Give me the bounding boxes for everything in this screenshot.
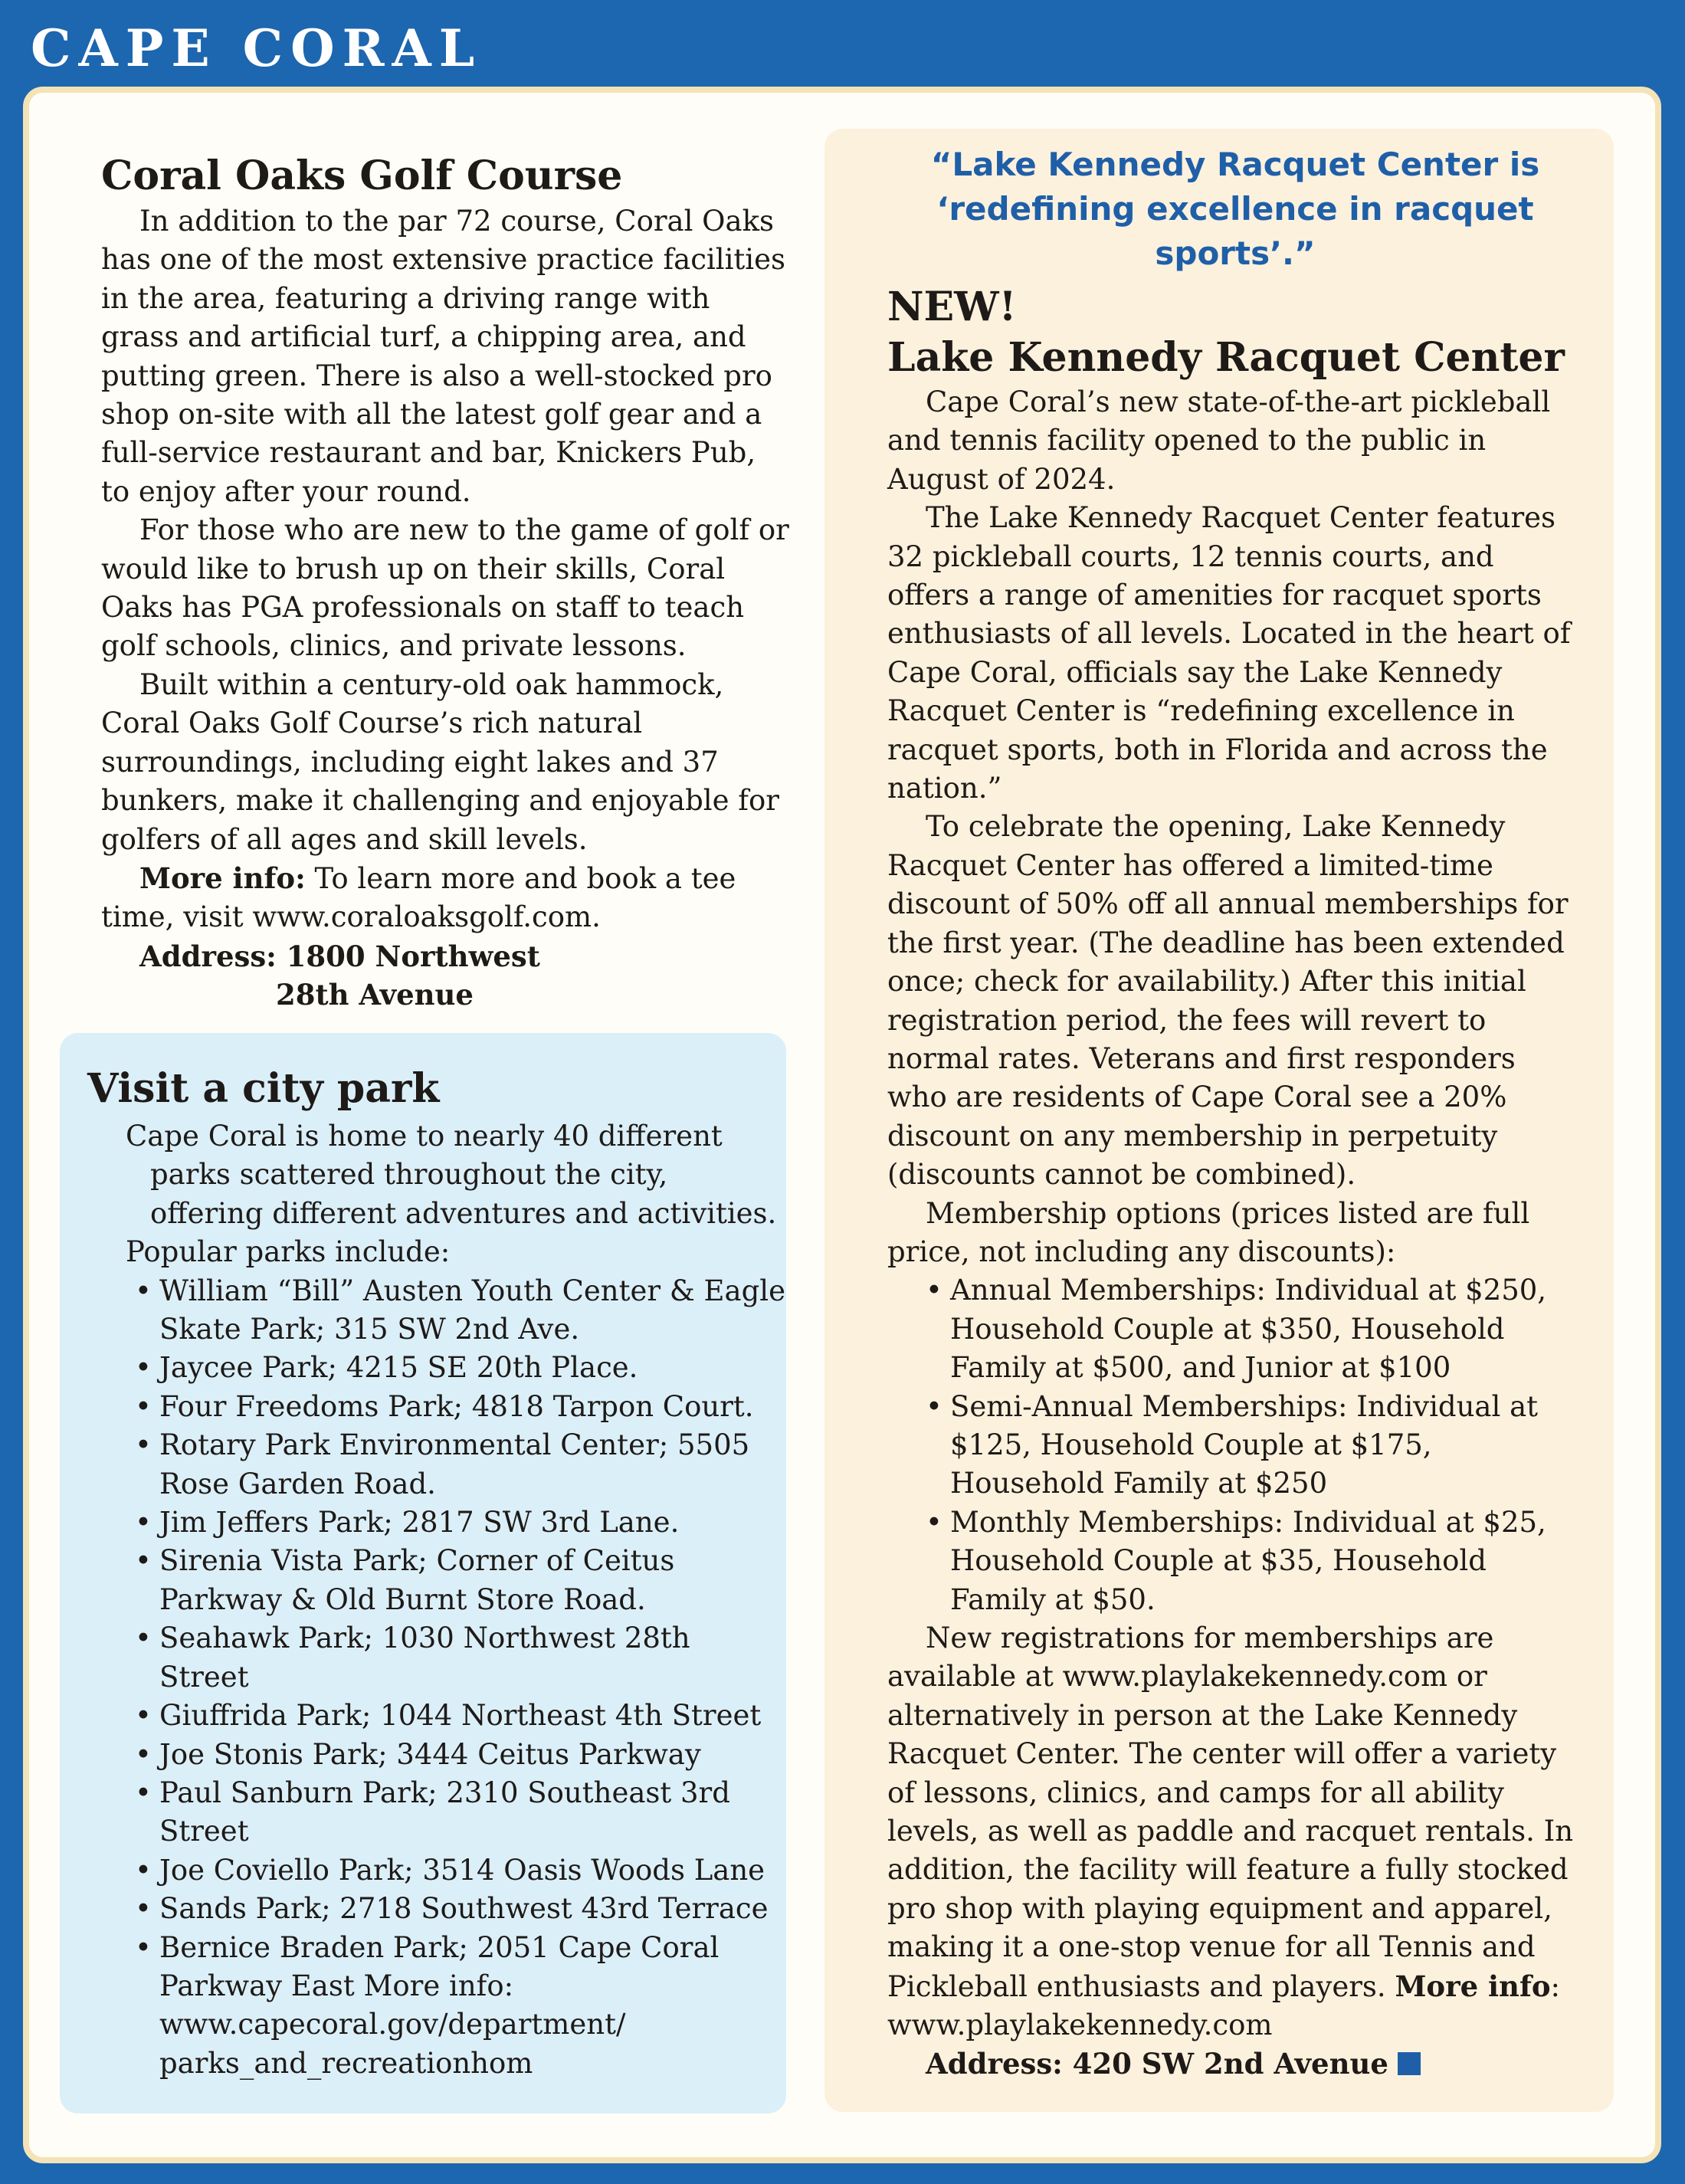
membership-item [926,1271,1583,1387]
golf-address-line1: Address: 1800 Northwest [139,939,540,973]
golf-more-info-text: To learn more and book a tee time, visit www.coraloaksgolf.com. [101,861,736,934]
bullet-icon: • [135,1274,152,1307]
racquet-more-info-suffix: : www.playlakekennedy.com [887,1969,1561,2042]
park-item [135,1851,786,1890]
bullet-icon: • [135,1776,152,1809]
racquet-closing-text: New registrations for memberships are available at www.playlakekennedy.com or alternatively in person at the Lake Kennedy Racquet Center. The center will offer a variety of lessons, clinics, and camps for all ability levels, as well as paddle and racquet rentals. In addition, the facility will feature a fully stocked pro shop with playing equipment and apparel, making it a one-stop venue for all Tennis and Pickleball enthusiasts and players. [887,1622,1574,2003]
racquet-closing [887,1619,1583,2045]
golf-section [101,150,791,1015]
golf-title: Coral Oaks Golf Course [101,152,623,199]
park-item-text: Jim Jeffers Park; 2817 SW 3rd Lane. [159,1506,680,1540]
racquet-paragraph: Cape Coral’s new state-of-the-art pickleball and tennis facility opened to the public in August of 2024. [887,385,1551,496]
membership-item-text: Annual Memberships: Individual at $250, Household Couple at $350, Household Family at $500, and Junior at $100 [950,1274,1547,1385]
park-item [135,1774,786,1851]
parks-list [87,1272,786,2084]
park-item-text: Rotary Park Environmental Center; 5505 Rose Garden Road. [159,1428,750,1500]
racquet-paragraph: Membership options (prices listed are full price, not including any discounts): [887,1196,1530,1268]
park-item-text: Seahawk Park; 1030 Northwest 28th Street [159,1622,690,1694]
park-item [135,1736,786,1774]
park-item-text: Joe Coviello Park; 3514 Oasis Woods Lane [159,1853,765,1887]
park-item [135,1349,786,1387]
park-item-text: Four Freedoms Park; 4818 Tarpon Court. [159,1389,754,1423]
bullet-icon: • [926,1389,942,1423]
racquet-more-info-label: More info [1395,1969,1551,2003]
bullet-icon: • [135,1544,152,1578]
bullet-icon: • [926,1505,942,1539]
park-item [135,1388,786,1426]
park-item [135,1504,786,1542]
golf-paragraph: In addition to the par 72 course, Coral Oaks has one of the most extensive practice facilities in the area, featuring a driving range with grass and artificial turf, a chipping area, and putting green. There is also a well-stocked pro shop on-site with all the latest golf gear and a full-service restaurant and bar, Knickers Pub, to enjoy after your round. [101,205,786,508]
golf-address [101,937,791,1015]
parks-popular-label: Popular parks include: [126,1235,451,1269]
membership-item-text: Semi-Annual Memberships: Individual at $125, Household Couple at $175, Household Family at $250 [950,1389,1539,1500]
bullet-icon: • [135,1428,152,1462]
park-item-text: Bernice Braden Park; 2051 Cape Coral Parkway East More info: www.capecoral.gov/department/ parks_and_recreationhom [159,1930,720,2080]
park-item [135,1426,786,1504]
membership-item [926,1504,1583,1619]
park-item [135,1542,786,1619]
park-item-text: Jaycee Park; 4215 SE 20th Place. [159,1351,638,1385]
golf-address-line2: 28th Avenue [276,978,474,1012]
membership-item-text: Monthly Memberships: Individual at $25, Household Couple at $35, Household Family at $50. [950,1505,1546,1616]
header-title: CAPE CORAL [31,18,483,78]
racquet-paragraph: The Lake Kennedy Racquet Center features 32 pickleball courts, 12 tennis courts, and offers a range of amenities for racquet sports enthusiasts of all levels. Located in the heart of Cape Coral, officials say the Lake Kennedy Racquet Center is “redefining excellence in racquet sports, both in Florida and across the nation.” [887,501,1571,805]
end-mark-icon [1398,2052,1421,2075]
park-item-text: Giuffrida Park; 1044 Northeast 4th Street [159,1699,762,1733]
pull-quote: “Lake Kennedy Racquet Center is ‘redefining excellence in racquet sports’.” [930,146,1540,272]
bullet-icon: • [135,1699,152,1733]
golf-paragraph: Built within a century-old oak hammock, Coral Oaks Golf Course’s rich natural surroundings, including eight lakes and 37 bunkers, make it challenging and enjoyable for golfers of all ages and skill levels. [101,667,779,856]
membership-item [926,1388,1583,1504]
park-item [135,1272,786,1349]
bullet-icon: • [135,1737,152,1771]
golf-more-info-label: More info: [139,861,306,895]
bullet-icon: • [135,1506,152,1540]
park-item-text: William “Bill” Austen Youth Center & Eagle Skate Park; 315 SW 2nd Ave. [159,1274,785,1346]
racquet-address-text: Address: 420 SW 2nd Avenue [926,2047,1388,2081]
park-item-text: Joe Stonis Park; 3444 Ceitus Parkway [159,1737,701,1771]
parks-title: Visit a city park [87,1065,440,1112]
parks-box [60,1033,786,2113]
golf-more-info [101,859,791,937]
racquet-title: Lake Kennedy Racquet Center [887,334,1565,381]
bullet-icon: • [135,1351,152,1385]
golf-paragraph: For those who are new to the game of golf or would like to brush up on their skills, Coral Oaks has PGA professionals on staff to teach golf schools, clinics, and private lessons. [101,513,789,663]
bullet-icon: • [135,1892,152,1926]
bullet-icon: • [135,1853,152,1887]
bullet-icon: • [926,1274,942,1307]
bullet-icon: • [135,1930,152,1964]
racquet-address [887,2045,1583,2083]
park-item [135,1697,786,1735]
park-item [135,1619,786,1697]
park-item-text: Sands Park; 2718 Southwest 43rd Terrace [159,1892,769,1926]
new-label: NEW! [887,284,1017,330]
racquet-box [824,129,1614,2112]
park-item-text: Paul Sanburn Park; 2310 Southeast 3rd Street [159,1776,730,1848]
membership-list [887,1271,1583,1619]
bullet-icon: • [135,1622,152,1655]
parks-intro: Cape Coral is home to nearly 40 different parks scattered throughout the city, offering different adventures and activities. [126,1120,777,1230]
park-item-text: Sirenia Vista Park; Corner of Ceitus Parkway & Old Burnt Store Road. [159,1544,675,1616]
racquet-paragraph: To celebrate the opening, Lake Kennedy Racquet Center has offered a limited-time discount of 50% off all annual memberships for the first year. (The deadline has been extended once; check for availability.) After this initial registration period, the fees will revert to normal rates. Veterans and first responders who are residents of Cape Coral see a 20% discount on any membership in perpetuity (discounts cannot be combined). [887,810,1569,1192]
park-item [135,1929,786,2084]
park-item [135,1890,786,1928]
bullet-icon: • [135,1389,152,1423]
